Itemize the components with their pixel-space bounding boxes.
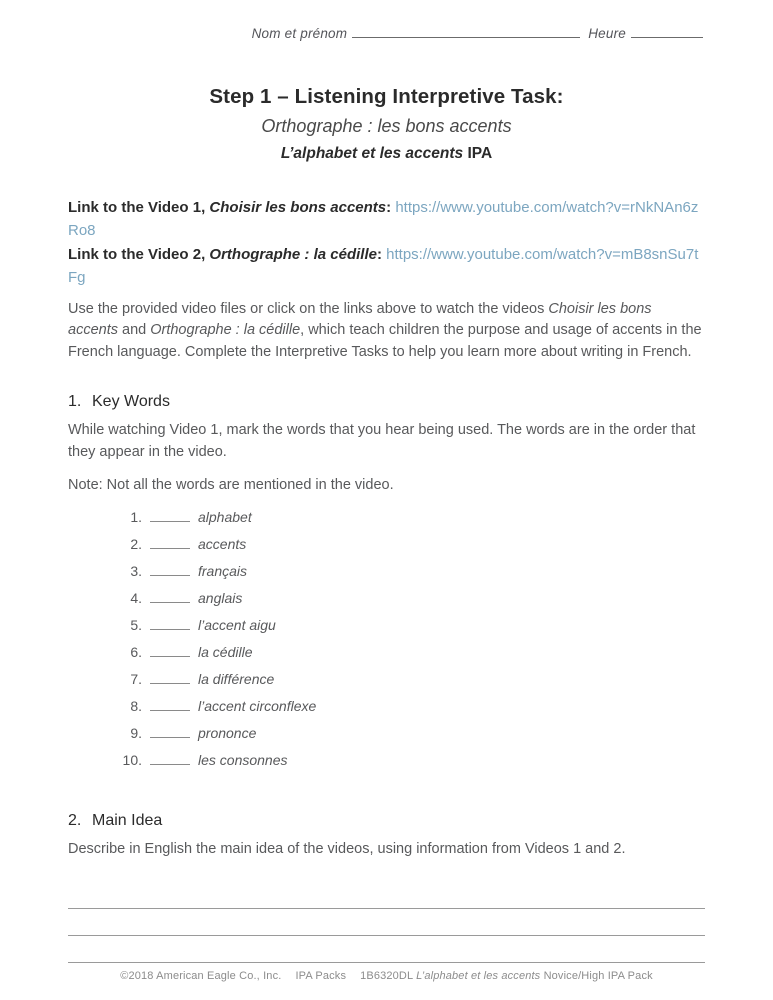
list-item-index: 5. (130, 616, 142, 633)
list-item-label: accents (198, 535, 247, 552)
list-item-index: 4. (130, 589, 142, 606)
page-subtitle-secondary (68, 145, 705, 163)
list-item-index: 6. (130, 643, 142, 660)
page-subtitle: Orthographe : les bons accents (261, 116, 512, 136)
answer-line[interactable] (68, 909, 705, 936)
list-item-checkbox-blank[interactable] (150, 536, 190, 549)
video-link-label-1-colon: : (386, 199, 392, 216)
video-link-label-2-colon: : (376, 246, 382, 263)
list-item[interactable] (116, 671, 705, 687)
list-item[interactable] (116, 644, 705, 660)
footer-code: 1B6320DL (360, 970, 413, 982)
list-item-index: 2. (130, 535, 142, 552)
name-label: Nom et prénom (251, 26, 348, 41)
video-link-label-1 (68, 199, 391, 216)
title-block (68, 85, 705, 163)
list-item-index: 8. (130, 697, 142, 714)
section-1-title: Key Words (92, 393, 170, 411)
section-2-number: 2. (68, 811, 82, 829)
intro-part-2: and (117, 322, 151, 339)
section-2-instructions: Describe in English the main idea of the videos, using information from Videos 1 and 2. (68, 840, 626, 857)
list-item-checkbox-blank[interactable] (150, 725, 190, 738)
video-link-label-2-plain: Link to the Video 2, (68, 246, 210, 263)
intro-paragraph (68, 299, 705, 363)
video-link-label-2-italic: Orthographe : la cédille (209, 246, 377, 263)
list-item-label: les consonnes (198, 751, 288, 768)
section-1-instructions: While watching Video 1, mark the words that you hear being used. The words are in the order that they appear in the video. (68, 422, 696, 460)
list-item-checkbox-blank[interactable] (150, 590, 190, 603)
answer-line[interactable] (68, 882, 705, 909)
section-2-body (68, 839, 705, 860)
list-item-checkbox-blank[interactable] (150, 698, 190, 711)
video-link-label-2 (68, 246, 382, 263)
list-item-checkbox-blank[interactable] (150, 671, 190, 684)
intro-part-1: Use the provided video files or click on the links above to watch the videos (68, 301, 549, 317)
list-item-index: 3. (130, 562, 142, 579)
list-item-checkbox-blank[interactable] (150, 563, 190, 576)
footer-packs: IPA Packs (295, 970, 347, 982)
list-item-label: la différence (198, 670, 275, 687)
section-1-heading (68, 393, 705, 411)
footer-suffix: Novice/High IPA Pack (543, 970, 653, 982)
list-item-label: anglais (198, 589, 243, 606)
section-1-body (68, 420, 705, 496)
list-item[interactable] (116, 698, 705, 714)
intro-italic-1: Choisir les bons accents (68, 301, 652, 339)
list-item[interactable] (116, 563, 705, 579)
list-item-checkbox-blank[interactable] (150, 509, 190, 522)
list-item-label: la cédille (198, 643, 253, 660)
list-item-index: 7. (130, 670, 142, 687)
list-item-checkbox-blank[interactable] (150, 617, 190, 630)
list-item[interactable] (116, 752, 705, 768)
intro-part-3: , which teach children the purpose and usage of accents in the French language. Complete the Interpretive Tasks to help you learn more about writing in French. (68, 322, 702, 360)
intro-italic-2: Orthographe : la cédille (150, 322, 301, 339)
list-item[interactable] (116, 590, 705, 606)
name-write-line[interactable] (352, 27, 580, 38)
video-link-row-2 (68, 244, 705, 289)
list-item-label: prononce (198, 724, 257, 741)
page-footer (0, 970, 773, 982)
time-label: Heure (588, 26, 626, 41)
page-title: Step 1 – Listening Interpretive Task: (209, 85, 564, 108)
video-link-label-1-italic: Choisir les bons accents (209, 199, 387, 216)
answer-line[interactable] (68, 936, 705, 963)
section-1-note: Note: Not all the words are mentioned in the video. (68, 477, 394, 494)
footer-title: L’alphabet et les accents (416, 970, 541, 982)
section-1-number: 1. (68, 393, 82, 411)
section-2-heading (68, 812, 705, 830)
page-subtitle-secondary-italic: L’alphabet et les accents (280, 145, 464, 162)
list-item-index: 9. (130, 724, 142, 741)
student-header (68, 26, 705, 41)
footer-copyright: ©2018 American Eagle Co., Inc. (120, 970, 282, 982)
list-item-label: l’accent aigu (198, 616, 276, 633)
list-item-index: 1. (130, 508, 142, 525)
list-item[interactable] (116, 617, 705, 633)
page-subtitle-secondary-bold: IPA (467, 145, 493, 162)
list-item-index: 10. (122, 751, 142, 768)
list-item[interactable] (116, 509, 705, 525)
list-item[interactable] (116, 536, 705, 552)
video-link-url-1[interactable]: https://www.youtube.com/watch?v=rNkNAn6zRo8 (68, 199, 699, 239)
answer-lines (68, 882, 705, 963)
list-item[interactable] (116, 725, 705, 741)
video-link-url-2[interactable]: https://www.youtube.com/watch?v=mB8snSu7tFg (68, 246, 699, 286)
list-item-checkbox-blank[interactable] (150, 644, 190, 657)
list-item-checkbox-blank[interactable] (150, 752, 190, 765)
time-write-line[interactable] (631, 27, 703, 38)
list-item-label: alphabet (198, 508, 252, 525)
list-item-label: français (198, 562, 248, 579)
video-link-row-1 (68, 197, 705, 242)
list-item-label: l’accent circonflexe (198, 697, 317, 714)
key-words-list (68, 509, 705, 768)
video-link-label-1-plain: Link to the Video 1, (68, 199, 210, 216)
section-2-title: Main Idea (92, 811, 163, 829)
